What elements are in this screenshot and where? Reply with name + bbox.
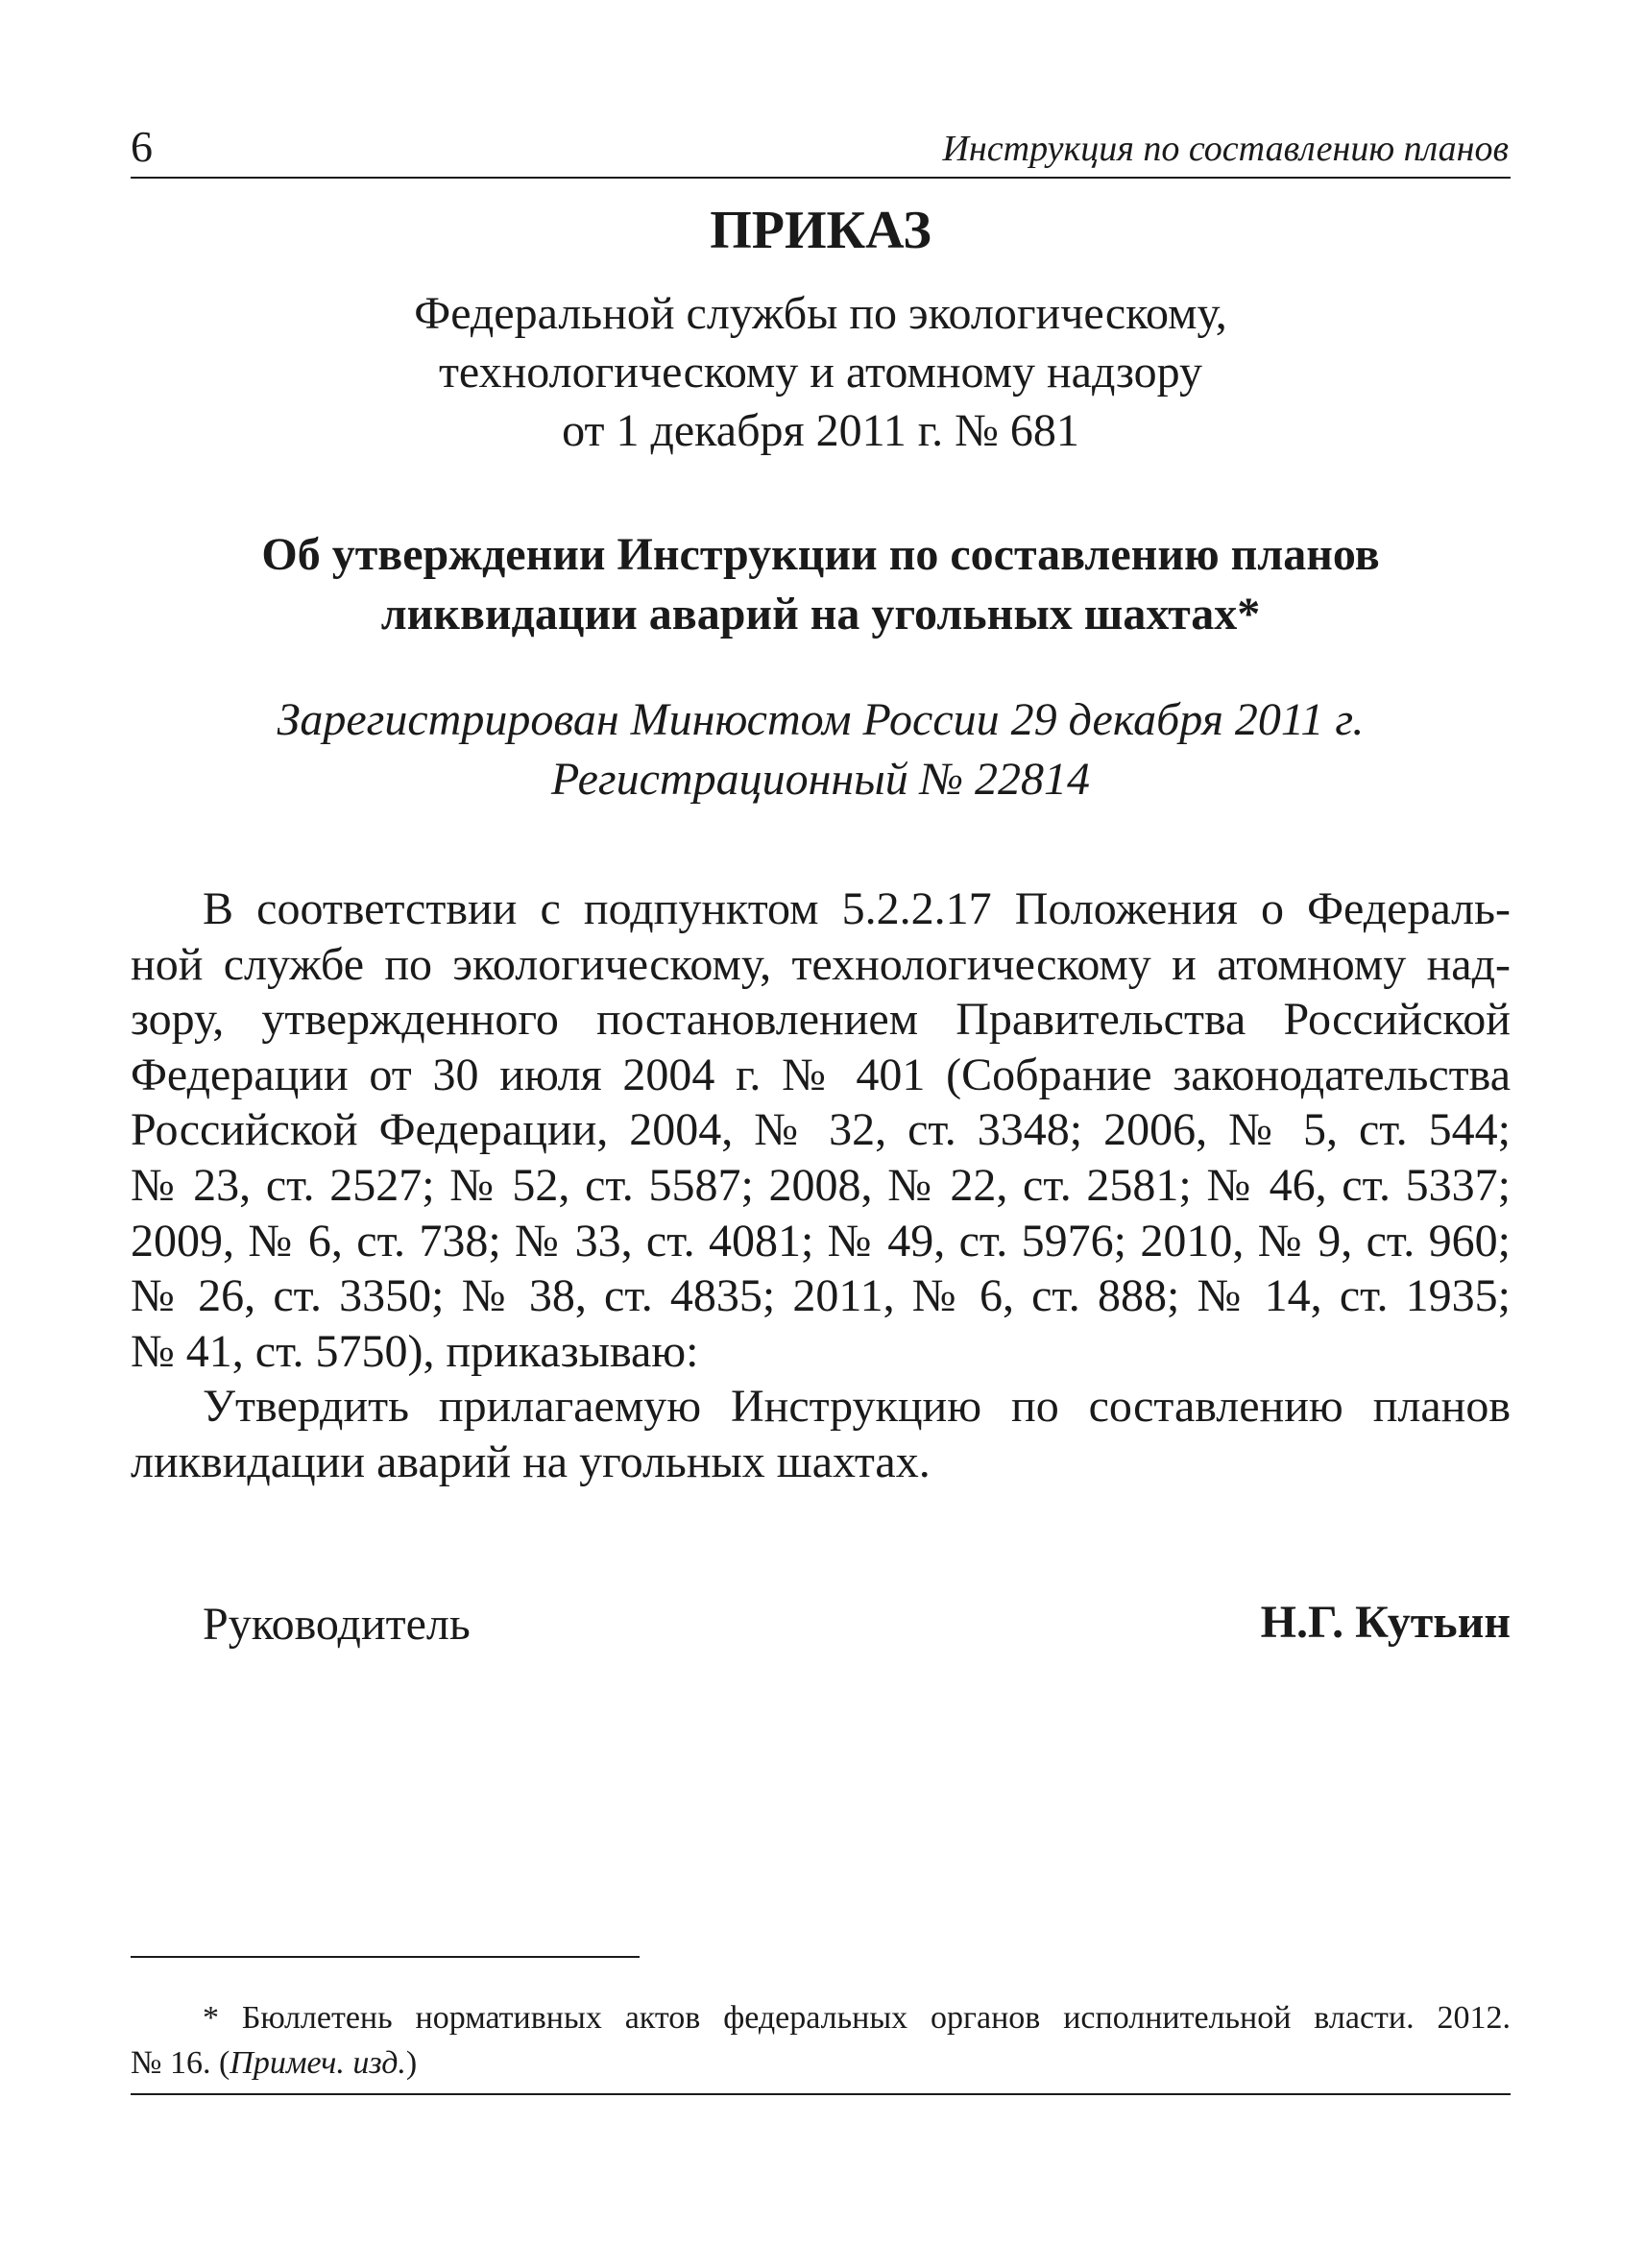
header-rule	[131, 177, 1511, 179]
footnote-line: * Бюллетень нормативных актов федеральных органов исполнительной власти. 2012.	[203, 2000, 1511, 2036]
footnote-text: )	[405, 2045, 418, 2081]
signatory-name: Н.Г. Кутьин	[1260, 1597, 1511, 1648]
footnote-line	[131, 2040, 1511, 2086]
document-title	[131, 525, 1511, 644]
registration-note	[131, 690, 1511, 809]
body-line: № 23, ст. 2527; № 52, ст. 5587; 2008, № 22, ст. 2581; № 46, ст. 5337;	[131, 1159, 1511, 1211]
body-text	[131, 881, 1511, 1490]
editor-note: Примеч. изд.	[230, 2045, 406, 2081]
running-title: Инструкция по составлению планов	[942, 129, 1509, 169]
body-line: № 26, ст. 3350; № 38, ст. 4835; 2011, № 6, ст. 888; № 14, ст. 1935;	[131, 1270, 1511, 1322]
issuer-block	[131, 284, 1511, 460]
order-date-number: от 1 декабря 2011 г. № 681	[562, 405, 1079, 456]
signatory-role: Руководитель	[203, 1599, 471, 1650]
footnote-rule	[131, 1956, 640, 1958]
issuer-line: технологическому и атомному надзору	[438, 347, 1203, 398]
body-line: ликвидации аварий на угольных шахтах.	[131, 1436, 931, 1487]
bottom-rule	[131, 2093, 1511, 2095]
body-line: Российской Федерации, 2004, № 32, ст. 3348; 2006, № 5, ст. 544;	[131, 1104, 1511, 1156]
document-type-heading: ПРИКАЗ	[710, 201, 931, 260]
title-line: Об утверждении Инструкции по составлению планов	[261, 529, 1380, 580]
body-line: Федерации от 30 июля 2004 г. № 401 (Собрание законодательства	[131, 1049, 1511, 1100]
body-line: В соответствии с подпунктом 5.2.2.17 Положения о Федераль-	[203, 883, 1511, 934]
body-line: зору, утвержденного постановлением Правительства Российской	[131, 994, 1511, 1046]
body-line: 2009, № 6, ст. 738; № 33, ст. 4081; № 49, ст. 5976; 2010, № 9, ст. 960;	[131, 1215, 1511, 1267]
footnote	[131, 1995, 1511, 2086]
title-line: ликвидации аварий на угольных шахтах*	[380, 589, 1261, 639]
issuer-line: Федеральной службы по экологическому,	[414, 288, 1227, 339]
body-line: № 41, ст. 5750), приказываю:	[131, 1325, 699, 1377]
body-line: ной службе по экологическому, технологическому и атомному над-	[131, 938, 1511, 990]
footnote-text: № 16. (	[131, 2045, 230, 2081]
registration-number: Регистрационный № 22814	[551, 754, 1090, 805]
body-line: Утвердить прилагаемую Инструкцию по составлению планов	[203, 1381, 1511, 1433]
registration-line: Зарегистрирован Минюстом России 29 декабря 2011 г.	[277, 694, 1365, 745]
page-number: 6	[131, 122, 153, 171]
